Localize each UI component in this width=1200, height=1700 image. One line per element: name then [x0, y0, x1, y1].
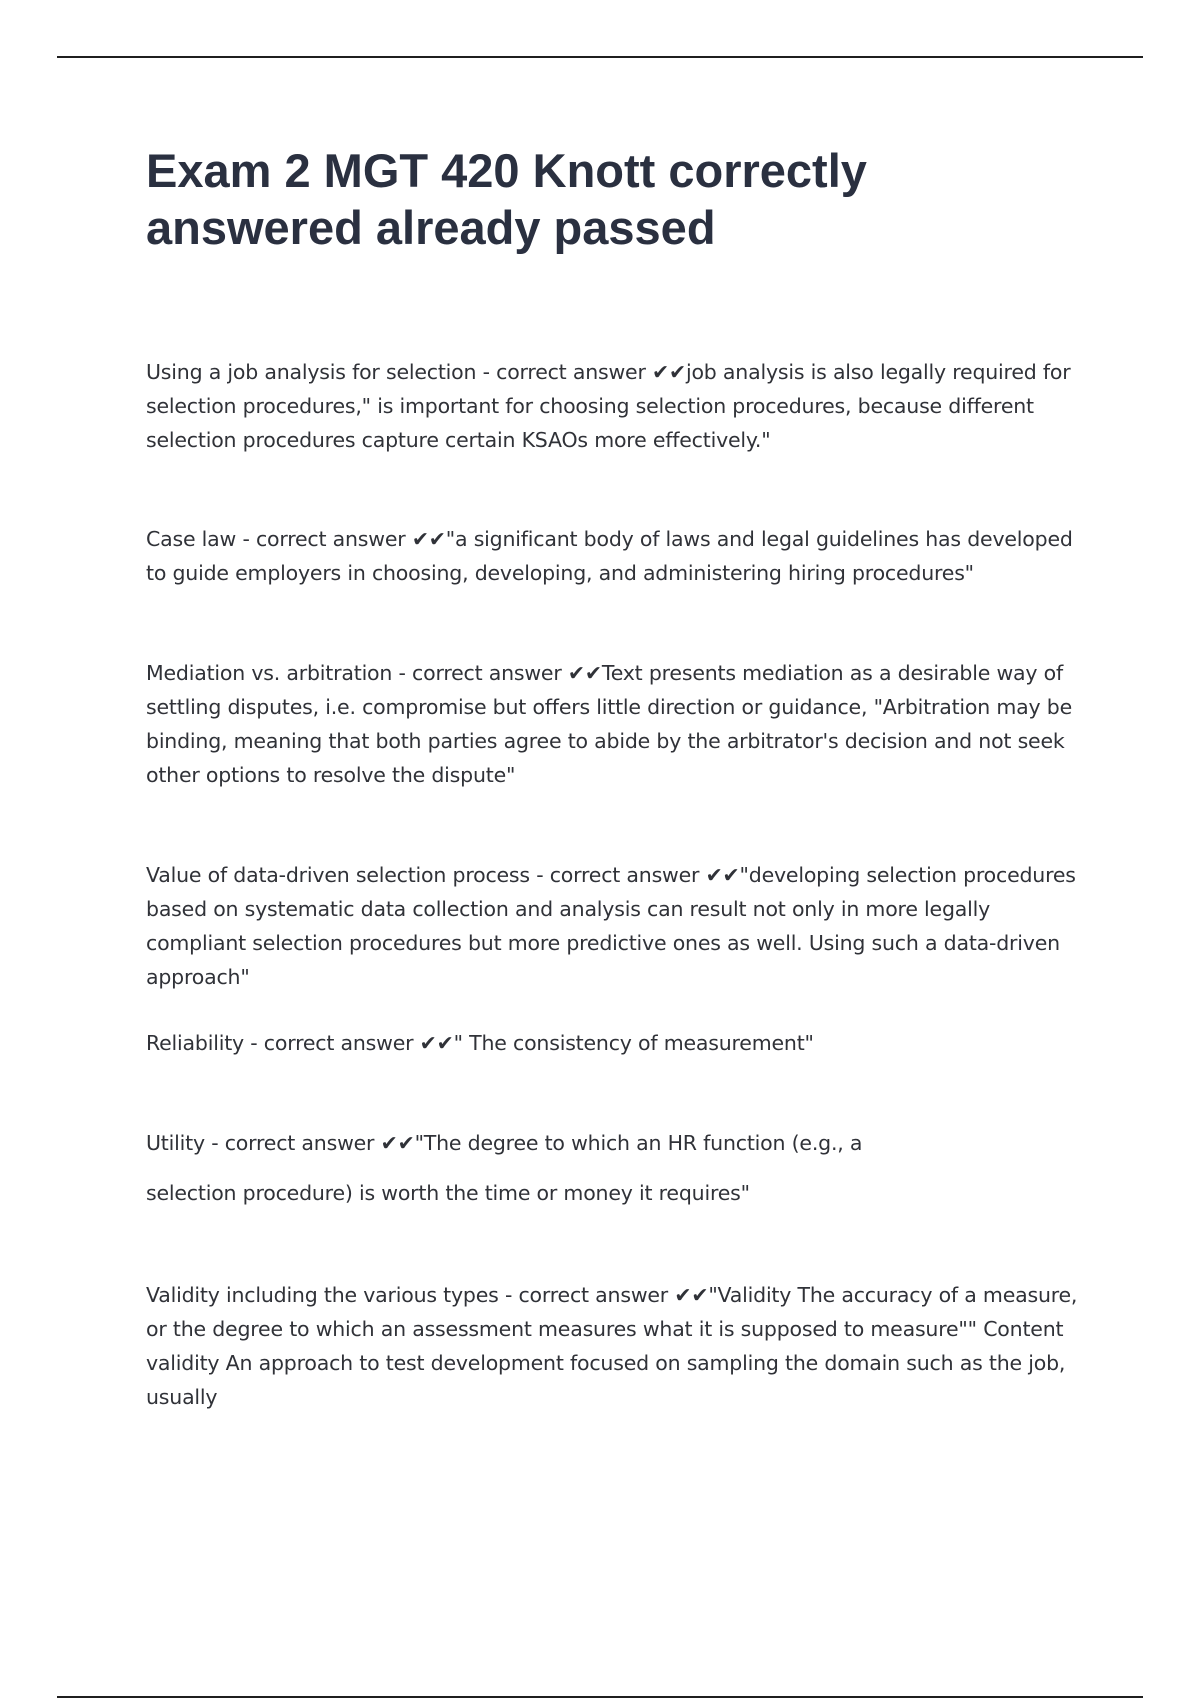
qa-item-case-law [146, 522, 1096, 590]
double-checkmark-icon: ✔✔ [419, 1031, 454, 1055]
qa-term: Using a job analysis for selection [146, 360, 477, 384]
qa-term: Utility [146, 1131, 205, 1155]
qa-item-utility [146, 1126, 1096, 1160]
qa-separator: - correct answer [236, 527, 412, 551]
qa-term: Case law [146, 527, 237, 551]
qa-term: Mediation vs. arbitration [146, 661, 393, 685]
qa-separator: - correct answer [204, 1131, 381, 1155]
qa-answer-continued: selection procedure) is worth the time or money it requires" [146, 1181, 750, 1205]
double-checkmark-icon: ✔✔ [705, 863, 740, 887]
qa-item-validity [146, 1278, 1096, 1414]
qa-answer: "developing selection procedures based on systematic data collection and analysis can result not only in more legally compliant selection procedures but more predictive ones as well. Using such a data-driven approach" [146, 863, 1076, 989]
qa-answer: "a significant body of laws and legal guidelines has developed to guide employers in choosing, developing, and administering hiring procedures" [146, 527, 1073, 585]
qa-answer: Text presents mediation as a desirable way of settling disputes, i.e. compromise but offers little direction or guidance, "Arbitration may be binding, meaning that both parties agree to abide by the arbitrator's decision and not seek other options to resolve the dispute" [146, 661, 1072, 787]
double-checkmark-icon: ✔✔ [674, 1283, 709, 1307]
document-title: Exam 2 MGT 420 Knott correctly answered already passed [146, 144, 867, 254]
qa-term: Validity including the various types [146, 1283, 499, 1307]
qa-separator: - correct answer [529, 863, 706, 887]
qa-answer: "The degree to which an HR function (e.g., a [414, 1131, 863, 1155]
qa-item-job-analysis [146, 355, 1096, 457]
qa-term: Value of data-driven selection process [146, 863, 530, 887]
qa-separator: - correct answer [476, 360, 652, 384]
qa-term: Reliability [146, 1031, 244, 1055]
double-checkmark-icon: ✔✔ [567, 661, 602, 685]
double-checkmark-icon: ✔✔ [380, 1131, 415, 1155]
qa-answer: " The consistency of measurement" [453, 1031, 814, 1055]
double-checkmark-icon: ✔✔ [411, 527, 446, 551]
qa-answer: job analysis is also legally required for selection procedures," is important for choosing selection procedures, because different selection procedures capture certain KSAOs more effectively." [146, 360, 1071, 452]
qa-separator: - correct answer [498, 1283, 675, 1307]
qa-item-mediation [146, 656, 1096, 792]
bottom-rule [57, 1696, 1143, 1698]
qa-item-data-driven [146, 858, 1096, 994]
qa-item-reliability [146, 1026, 1096, 1060]
qa-answer: "Validity The accuracy of a measure, or the degree to which an assessment measures what it is supposed to measure"" Content validity An approach to test development focused on sampling the domain such as the job, usually [146, 1283, 1078, 1409]
double-checkmark-icon: ✔✔ [652, 360, 686, 384]
qa-separator: - correct answer [392, 661, 568, 685]
qa-separator: - correct answer [243, 1031, 420, 1055]
top-rule [57, 56, 1143, 58]
